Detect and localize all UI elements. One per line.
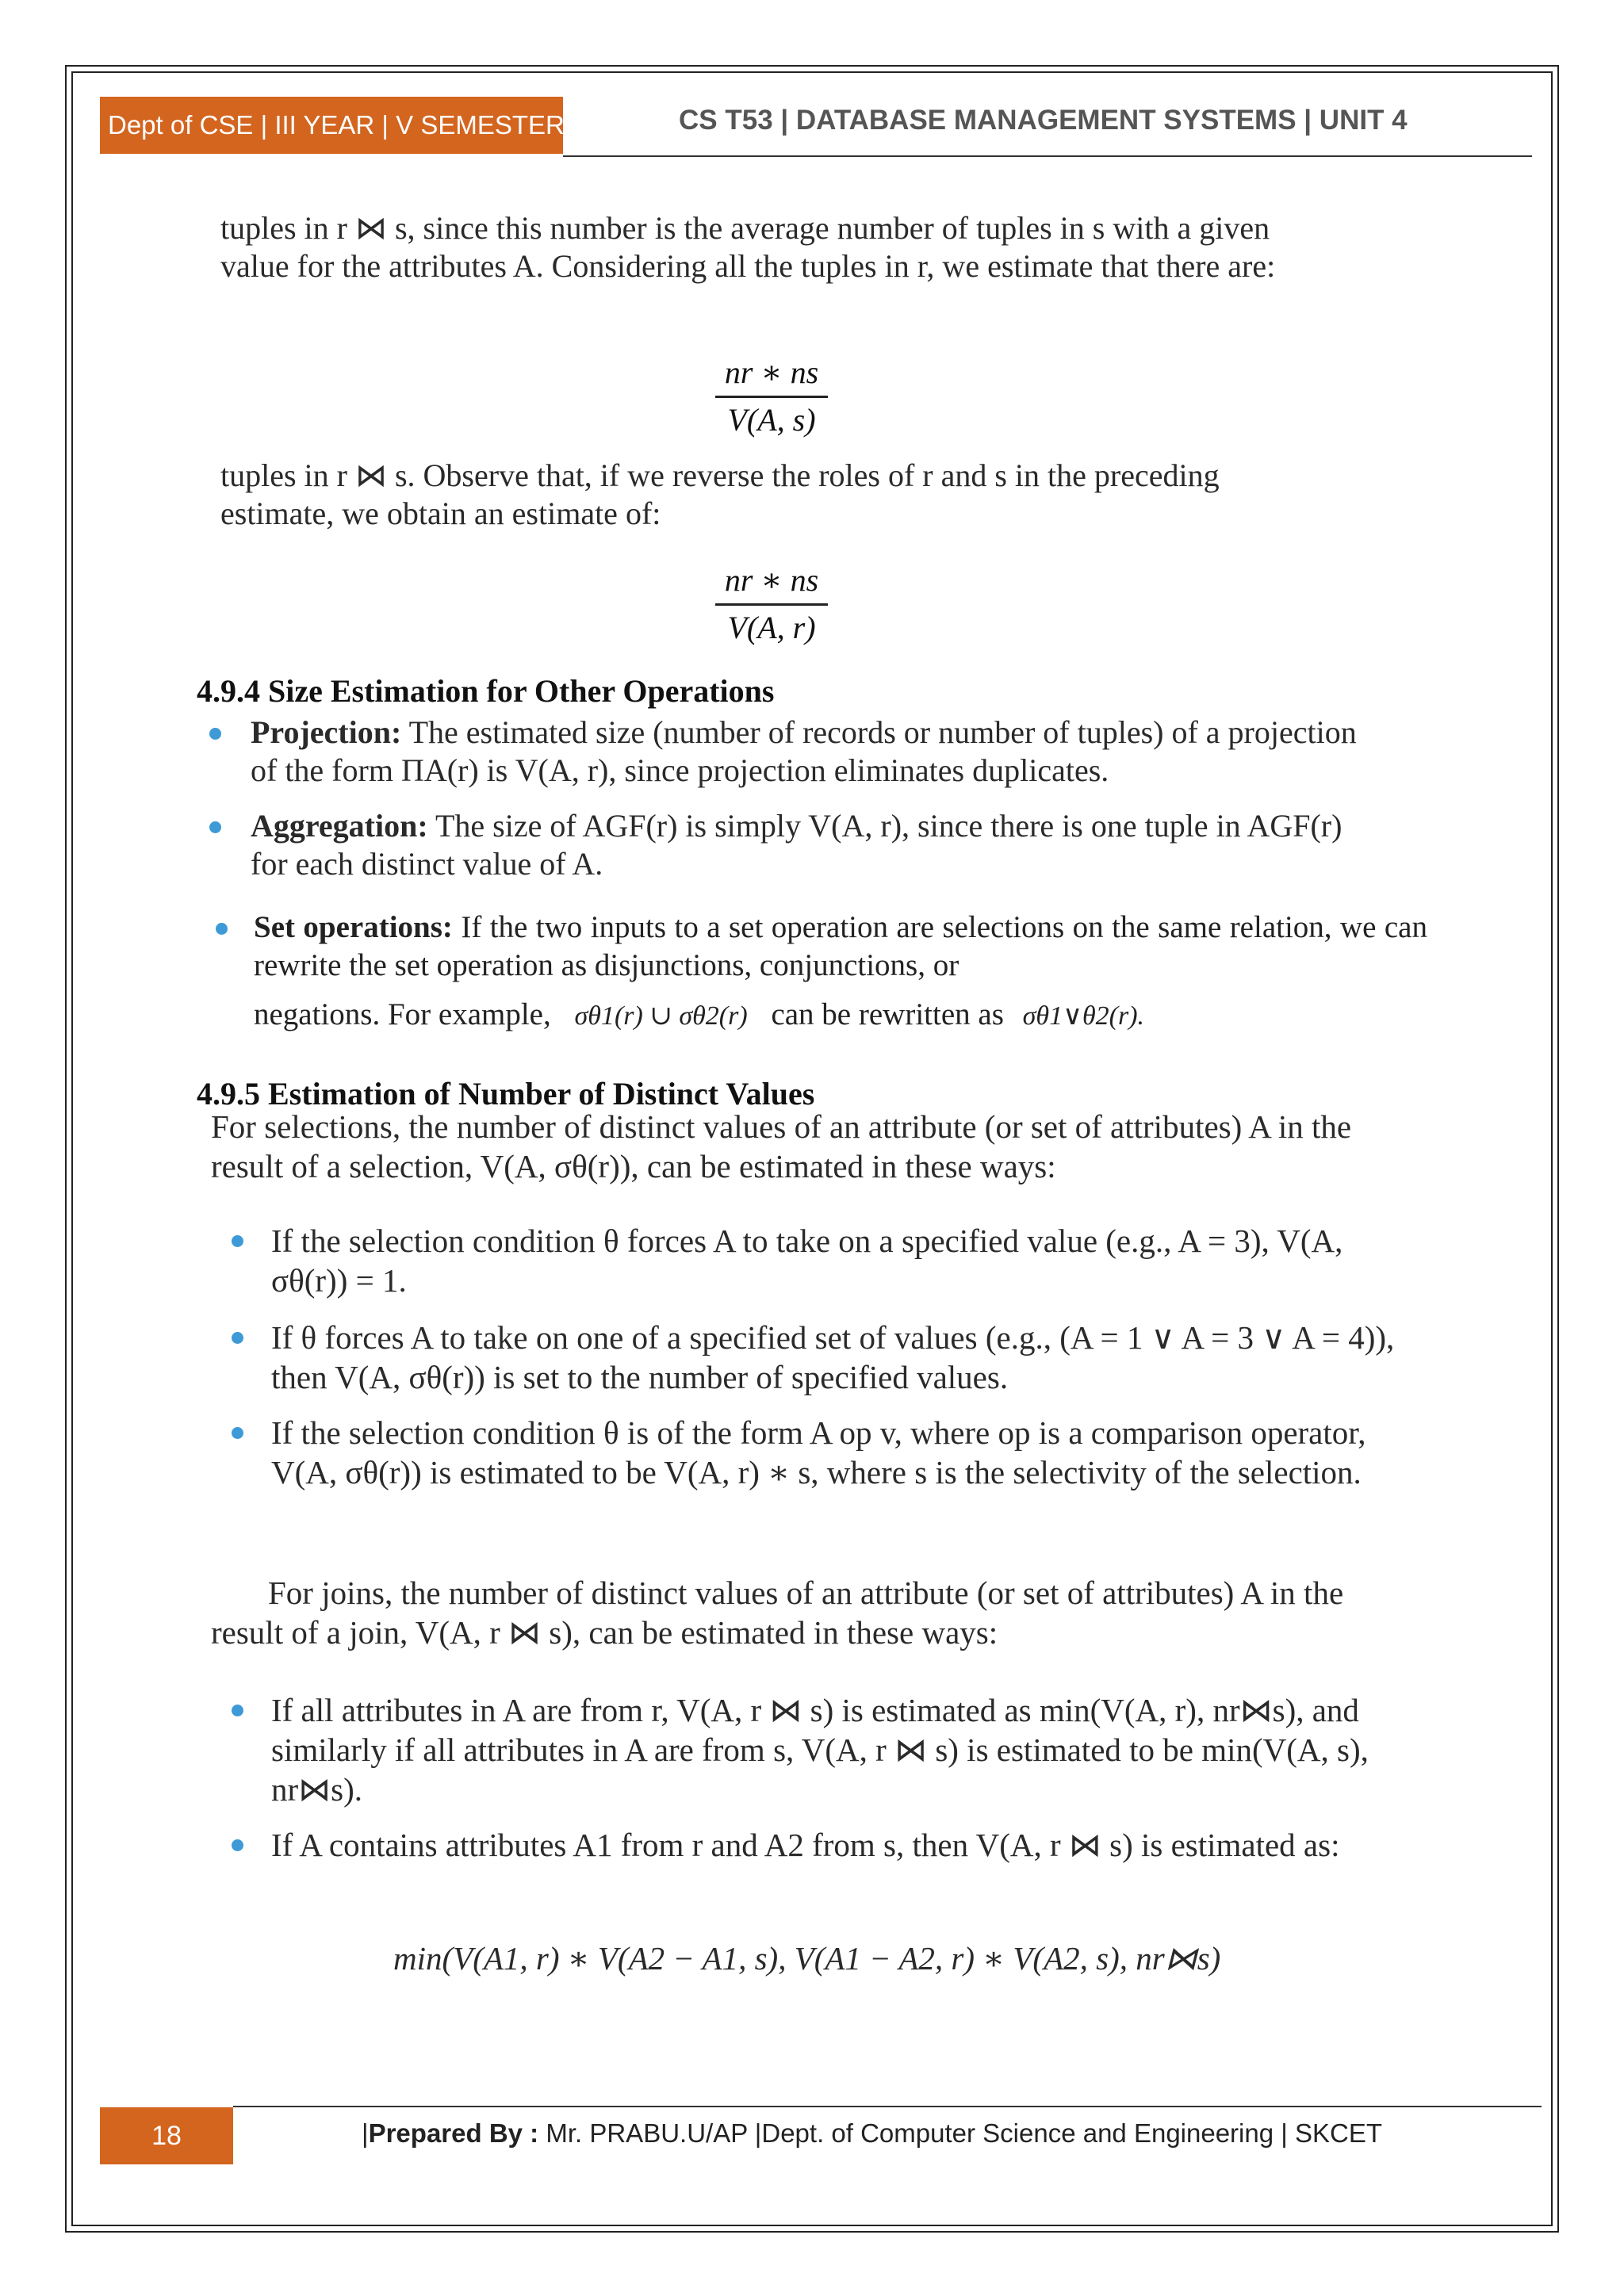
header-rule	[563, 155, 1532, 157]
fraction-denominator: V(A, s)	[727, 402, 816, 438]
footer-prepared-label: Prepared By :	[368, 2118, 539, 2148]
fraction-denominator: V(A, r)	[727, 610, 816, 645]
setops-union-formula: σθ1(r) ∪ σθ2(r)	[574, 1001, 748, 1031]
footer-rule	[233, 2106, 1542, 2107]
bullet-icon	[209, 728, 221, 740]
estimate-fraction-2	[715, 561, 828, 646]
header-course-title: CS T53 | DATABASE MANAGEMENT SYSTEMS | UNIT 4	[679, 105, 1408, 136]
setops-example-prefix: negations. For example,	[254, 997, 551, 1031]
setops-text: If the two inputs to a set operation are selections on the same relation, we can rewrite the set operation as disjunctions, conjunctions, or	[254, 910, 1427, 982]
bullet-icon	[232, 1235, 243, 1247]
projection-text: The estimated size (number of records or number of tuples) of a projection of the form ΠA(r) is V(A, r), since projection eliminates duplicates.	[251, 714, 1357, 788]
fraction-numerator: nr ∗ ns	[715, 561, 828, 606]
setops-example-middle: can be rewritten as	[771, 997, 1004, 1031]
fraction-numerator: nr ∗ ns	[715, 354, 828, 398]
bullet-icon	[209, 821, 221, 833]
bullet-icon	[232, 1705, 243, 1716]
projection-label: Projection:	[251, 714, 402, 750]
header-dept-label: Dept of CSE | III YEAR | V SEMESTER	[100, 97, 563, 154]
intro-paragraph-1: tuples in r ⋈ s, since this number is the average number of tuples in s with a given value for the attributes A. Considering all the tuples in r, we estimate that there are:	[220, 210, 1276, 284]
bullet-icon	[232, 1332, 243, 1344]
bullet-icon	[232, 1839, 243, 1851]
list-item-selection-comparison: If the selection condition θ is of the form A op v, where op is a comparison operator, V(A, σθ(r)) is estimated to be V(A, r) ∗ s, where s is the selectivity of the selection.	[271, 1414, 1366, 1490]
section-heading-4-9-5: 4.9.5 Estimation of Number of Distinct Values	[197, 1076, 815, 1112]
list-item-join-both-relations: If A contains attributes A1 from r and A2 from s, then V(A, r ⋈ s) is estimated as:	[271, 1827, 1340, 1863]
distinct-values-intro: For selections, the number of distinct values of an attribute (or set of attributes) A in the result of a selection, V(A, σθ(r)), can be estimated in these ways:	[211, 1108, 1352, 1184]
list-item-projection	[251, 714, 1361, 790]
estimate-fraction-1	[715, 354, 828, 438]
setops-disjunction-formula: σθ1∨θ2(r).	[1022, 1001, 1145, 1031]
list-item-set-operations	[254, 909, 1427, 985]
list-item-selection-set-of-values: If θ forces A to take on one of a specified set of values (e.g., (A = 1 ∨ A = 3 ∨ A = 4)), then V(A, σθ(r)) is set to the number of specified values.	[271, 1319, 1395, 1395]
setops-label: Set operations:	[254, 910, 453, 944]
list-item-aggregation	[251, 807, 1361, 883]
setops-example-line	[254, 996, 1427, 1035]
footer-prepared-text: Mr. PRABU.U/AP |Dept. of Computer Science and Engineering | SKCET	[538, 2118, 1383, 2148]
section-heading-4-9-4: 4.9.4 Size Estimation for Other Operations	[197, 673, 775, 709]
joins-intro: For joins, the number of distinct values of an attribute (or set of attributes) A in the result of a join, V(A, r ⋈ s), can be estimated in these ways:	[211, 1575, 1344, 1651]
footer-credit: |Prepared By : Mr. PRABU.U/AP |Dept. of Computer Science and Engineering | SKCET	[362, 2118, 1383, 2148]
bullet-icon	[232, 1427, 243, 1439]
intro-paragraph-2: tuples in r ⋈ s. Observe that, if we reverse the roles of r and s in the preceding estimate, we obtain an estimate of:	[220, 457, 1220, 531]
bullet-icon	[216, 923, 228, 935]
aggregation-text: The size of AGF(r) is simply V(A, r), since there is one tuple in AGF(r) for each distinct value of A.	[251, 808, 1342, 882]
page-number: 18	[100, 2107, 233, 2164]
join-distinct-values-formula: min(V(A1, r) ∗ V(A2 − A1, s), V(A1 − A2, r) ∗ V(A2, s), nr⋈s)	[393, 1940, 1221, 1976]
list-item-selection-single-value: If the selection condition θ forces A to take on a specified value (e.g., A = 3), V(A, σθ(r)) = 1.	[271, 1223, 1343, 1299]
list-item-join-single-relation: If all attributes in A are from r, V(A, r ⋈ s) is estimated as min(V(A, r), nr⋈s), and similarly if all attributes in A are from s, V(A, r ⋈ s) is estimated to be min(V(A, s), nr⋈s).	[271, 1692, 1369, 1808]
aggregation-label: Aggregation:	[251, 808, 428, 844]
